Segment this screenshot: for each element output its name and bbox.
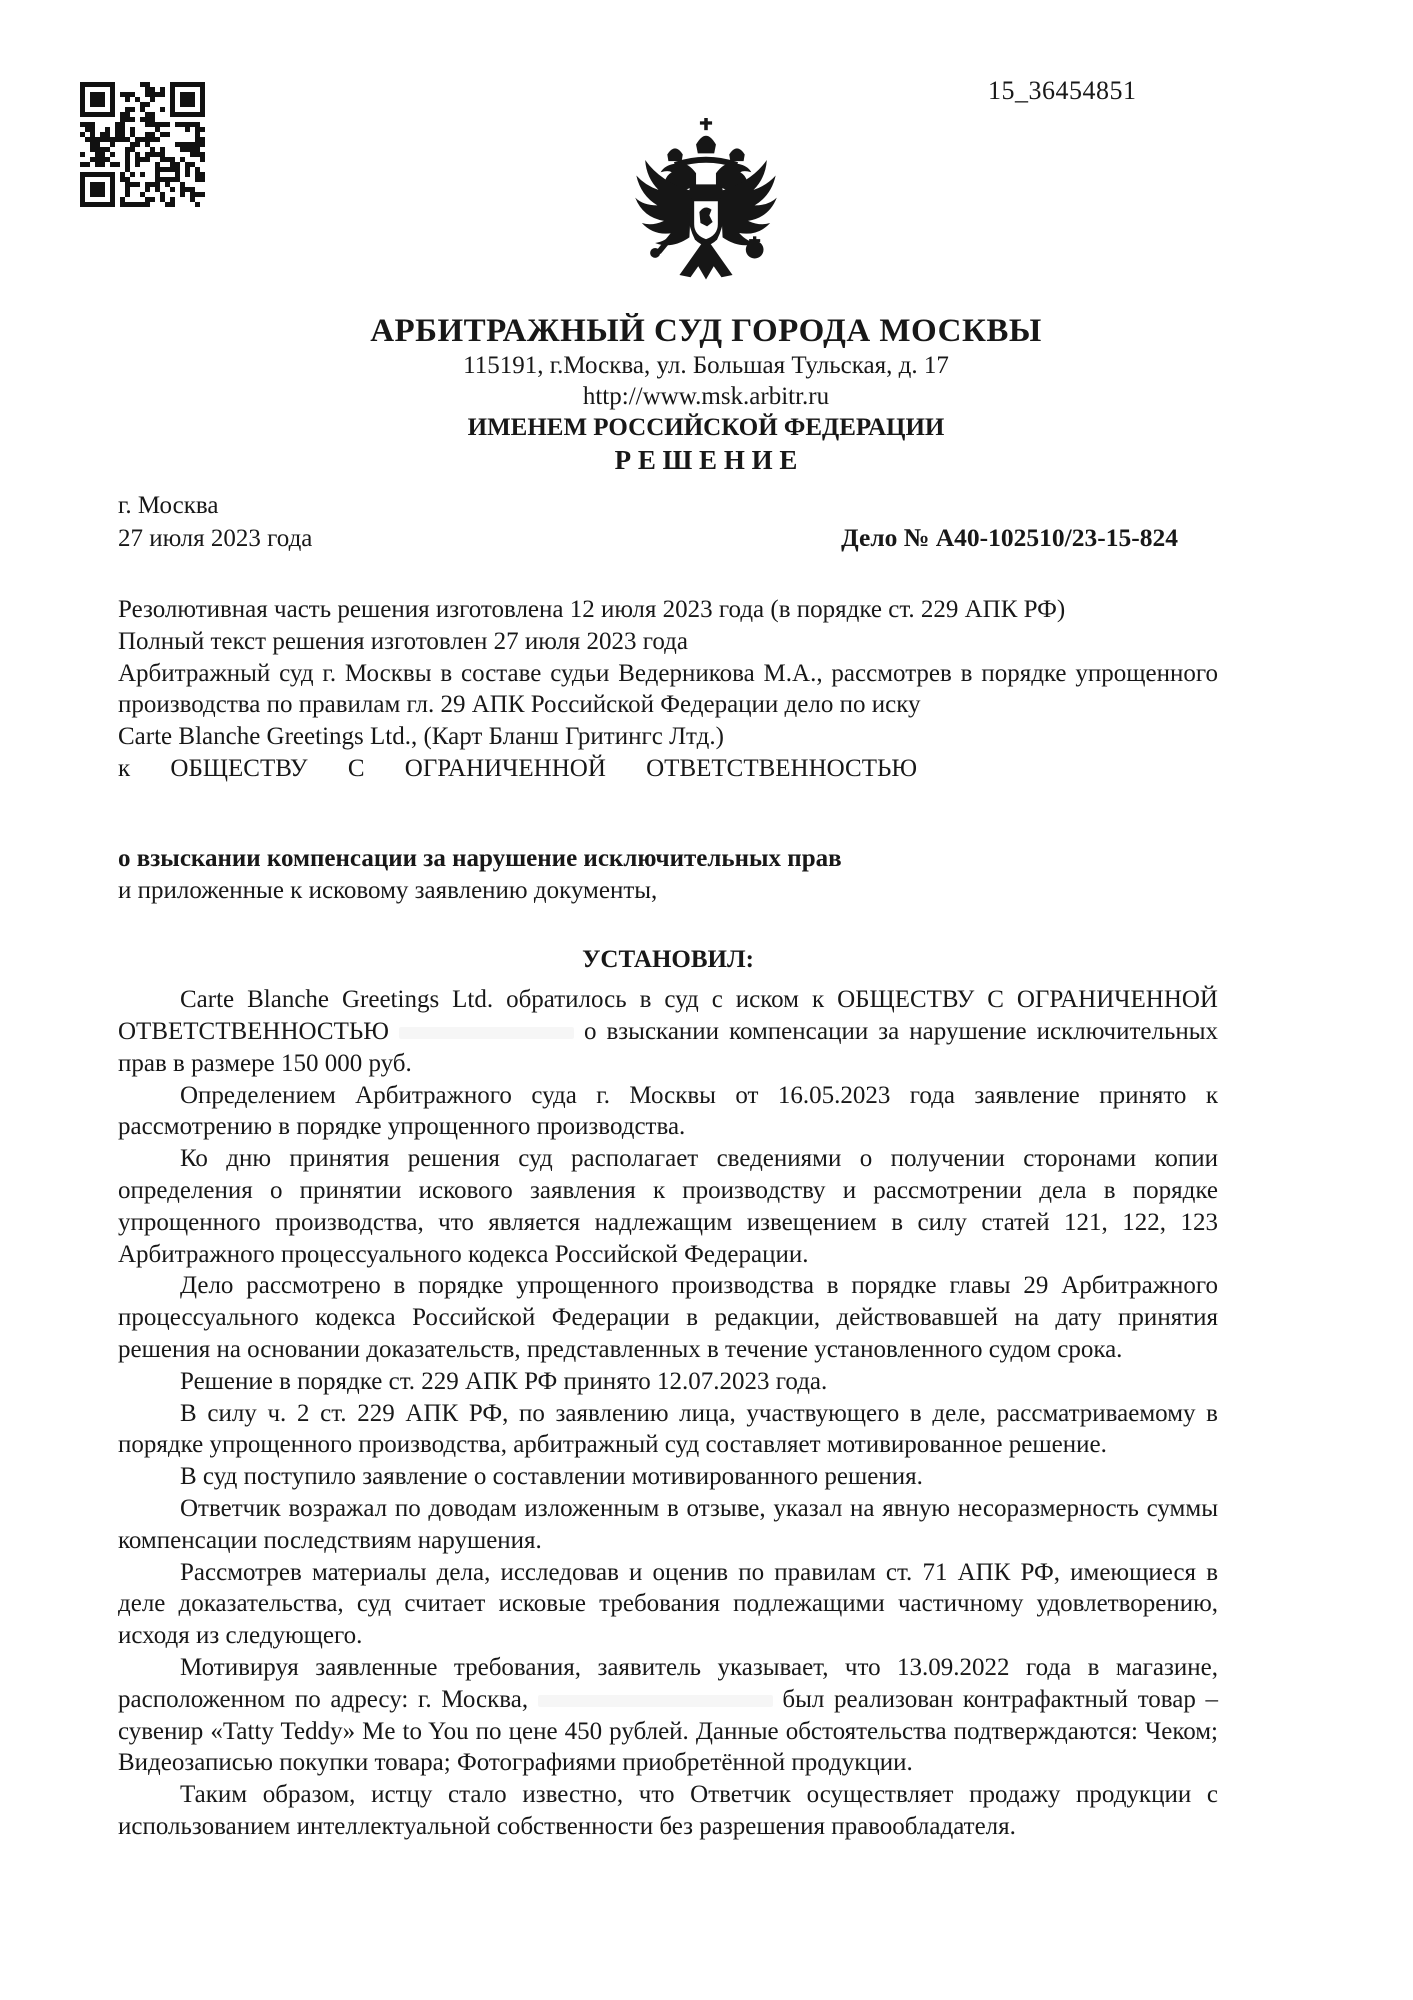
defendant-line: к ОБЩЕСТВУ С ОГРАНИЧЕННОЙ ОТВЕТСТВЕННОСТЬЮ — [118, 754, 918, 782]
court-header — [156, 118, 1256, 477]
redacted-text — [399, 1027, 574, 1039]
plaintiff-line: Carte Blanche Greetings Ltd., (Карт Бланш Гритингс Лтд.) — [118, 723, 724, 751]
court-website-url: http://www.msk.arbitr.ru — [582, 383, 830, 410]
city-line: г. Москва — [118, 492, 219, 519]
paragraph: Рассмотрев материалы дела, исследовав и оценив по правилам ст. 71 АПК РФ, имеющиеся в деле доказательства, суд считает исковые требования подлежащими частичному удовлетворению, исходя из следующего. — [118, 1558, 1218, 1650]
resolutive-part-line: Резолютивная часть решения изготовлена 12 июля 2023 года (в порядке ст. 229 АПК РФ) — [118, 596, 1066, 623]
paragraph: Таким образом, истцу стало известно, что Ответчик осуществляет продажу продукции с использованием интеллектуальной собственности без разрешения правообладателя. — [118, 1781, 1218, 1840]
paragraph: Решение в порядке ст. 229 АПК РФ принято 12.07.2023 года. — [180, 1367, 828, 1395]
ustanovil-heading: УСТАНОВИЛ: — [582, 946, 754, 974]
court-address: 115191, г.Москва, ул. Большая Тульская, д. 17 — [463, 352, 949, 379]
document-content — [118, 0, 1218, 1843]
redacted-text — [538, 1695, 773, 1707]
case-number: Дело № А40-102510/23-15-824 — [841, 523, 1178, 552]
decision-date: 27 июля 2023 года — [118, 525, 313, 552]
claim-paragraph: Carte Blanche Greetings Ltd. обратилось в суд с иском к ОБЩЕСТВУ С ОГРАНИЧЕННОЙ ОТВЕТСТВЕННОСТЬЮ о взыскании компенсации за нарушение исключительных прав в размере 150 000 руб. — [118, 986, 1219, 1077]
court-composition: Арбитражный суд г. Москвы в составе судьи Ведерникова М.А., рассмотрев в порядке упрощенного производства по правилам гл. 29 АПК Российской Федерации дело по иску — [118, 659, 1218, 719]
paragraph: В силу ч. 2 ст. 229 АПК РФ, по заявлению лица, участвующего в деле, рассматриваемому в порядке упрощенного производства, арбитражный суд составляет мотивированное решение. — [118, 1399, 1218, 1459]
purchase-paragraph: Мотивируя заявленные требования, заявитель указывает, что 13.09.2022 года в магазине, расположенном по адресу: г. Москва, был реализован контрафактный товар – сувенир «Tatty Teddy» Me to You по цене 450 рублей. Данные обстоятельства подтверждаются: Чеком; Видеозаписью покупки товара; Фотографиями приобретённой продукции. — [118, 1653, 1218, 1777]
paragraph: В суд поступило заявление о составлении мотивированного решения. — [180, 1463, 923, 1491]
date-and-case-line — [118, 522, 1218, 554]
document-body — [118, 594, 1218, 1843]
document-id: 15_36454851 — [988, 76, 1137, 105]
paragraph: Определением Арбитражного суда г. Москвы от 16.05.2023 года заявление принято к рассмотрению в порядке упрощенного производства. — [118, 1081, 1218, 1141]
coat-of-arms-icon — [622, 118, 790, 306]
paragraph: Дело рассмотрено в порядке упрощенного производства в порядке главы 29 Арбитражного процессуального кодекса Российской Федерации в редакции, действовавшей на дату принятия решения на основании доказательств, представленных в течение установленного судом срока. — [118, 1272, 1218, 1363]
in-the-name-line: ИМЕНЕМ РОССИЙСКОЙ ФЕДЕРАЦИИ — [467, 414, 945, 441]
decision-title: Р Е Ш Е Н И Е — [614, 445, 798, 475]
full-text-line: Полный текст решения изготовлен 27 июля 2023 года — [118, 627, 688, 655]
attachments-line: и приложенные к исковому заявлению документы, — [118, 876, 658, 904]
paragraph: Ко дню принятия решения суд располагает сведениями о получении сторонами копии определения о принятии искового заявления к производству и рассмотрении дела в порядке упрощенного производства, что является надлежащим извещением в силу статей 121, 122, 123 Арбитражного процессуального кодекса Российской Федерации. — [118, 1145, 1218, 1268]
court-name: АРБИТРАЖНЫЙ СУД ГОРОДА МОСКВЫ — [370, 313, 1042, 349]
claim-subject-line: о взыскании компенсации за нарушение исключительных прав — [118, 844, 842, 872]
redacted-line — [118, 785, 1218, 843]
paragraph: Ответчик возражал по доводам изложенным в отзыве, указал на явную несоразмерность суммы компенсации последствиям нарушения. — [118, 1494, 1218, 1554]
